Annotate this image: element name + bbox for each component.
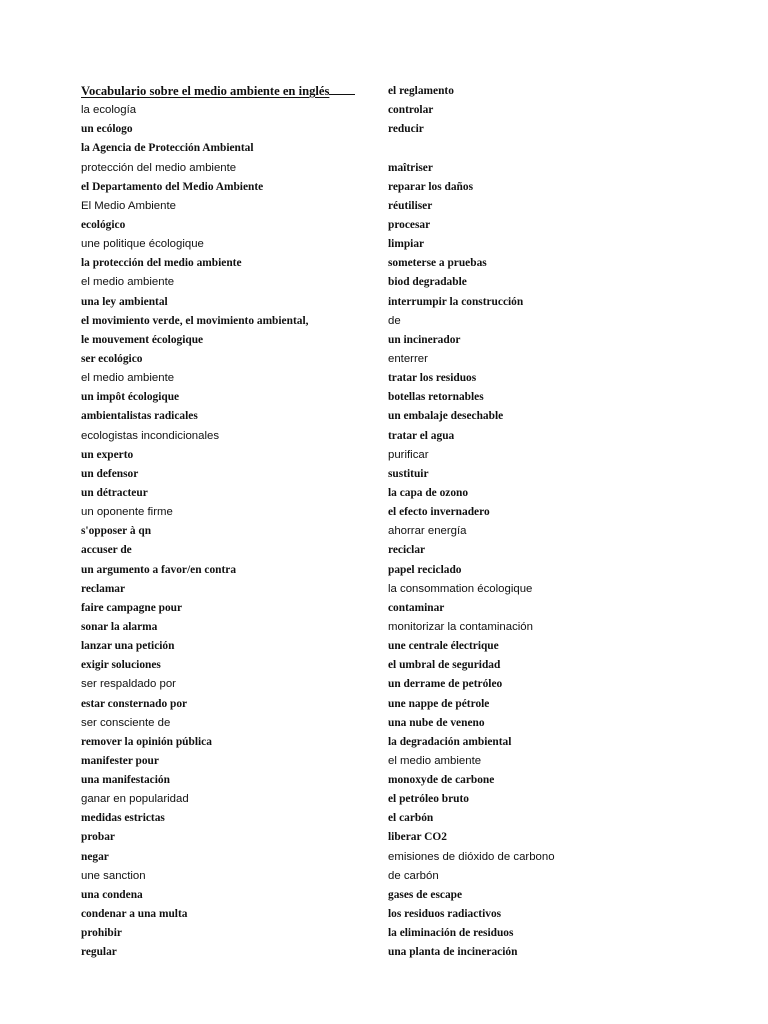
- vocab-entry: ser consciente de: [81, 716, 171, 729]
- vocab-entry: liberar CO2: [388, 831, 447, 844]
- vocab-entry: gases de escape: [388, 888, 463, 901]
- vocab-entry: sonar la alarma: [81, 620, 158, 633]
- vocab-entry: s'opposer à qn: [81, 525, 152, 538]
- vocab-entry: purificar: [388, 448, 429, 461]
- vocab-entry: une sanction: [81, 869, 146, 882]
- vocab-entry: el umbral de seguridad: [388, 659, 501, 672]
- vocab-entry: un experto: [81, 448, 134, 461]
- vocab-entry: la capa de ozono: [388, 486, 469, 499]
- vocab-entry: una condena: [81, 888, 143, 901]
- vocab-entry: un embalaje desechable: [388, 410, 504, 423]
- vocab-entry: un argumento a favor/en contra: [81, 563, 237, 576]
- vocab-entry: el medio ambiente: [81, 372, 175, 385]
- vocab-entry: reciclar: [388, 544, 426, 557]
- vocab-entry: los residuos radiactivos: [388, 908, 502, 921]
- vocab-entry: probar: [81, 831, 115, 844]
- vocab-entry: el movimiento verde, el movimiento ambiental,: [81, 314, 309, 327]
- vocab-entry: el petróleo bruto: [388, 793, 469, 806]
- vocab-entry: el medio ambiente: [81, 276, 175, 289]
- vocab-entry: faire campagne pour: [81, 601, 183, 614]
- page-title-text: Vocabulario sobre el medio ambiente en inglés: [81, 84, 330, 98]
- vocab-entry: manifester pour: [81, 754, 159, 767]
- title-underline-extension: [329, 82, 355, 95]
- vocab-entry: negar: [81, 850, 109, 863]
- vocab-entry: un derrame de petróleo: [388, 678, 503, 691]
- vocab-entry: interrumpir la construcción: [388, 295, 524, 308]
- vocab-entry: una nube de veneno: [388, 716, 485, 729]
- vocab-entry: remover la opinión pública: [81, 735, 212, 748]
- vocab-entry: El Medio Ambiente: [81, 199, 176, 212]
- vocab-entry: accuser de: [81, 544, 132, 557]
- vocab-entry: regular: [81, 946, 117, 959]
- vocab-entry: el medio ambiente: [388, 754, 482, 767]
- vocab-entry: una planta de incineración: [388, 946, 518, 959]
- vocab-entry: de carbón: [388, 869, 439, 882]
- vocab-entry: ser respaldado por: [81, 678, 176, 691]
- vocab-entry: reclamar: [81, 582, 126, 595]
- vocab-entry: someterse a pruebas: [388, 257, 487, 270]
- vocab-entry: la eliminación de residuos: [388, 927, 514, 940]
- vocab-entry: condenar a una multa: [81, 908, 188, 921]
- vocab-entry: botellas retornables: [388, 391, 484, 404]
- vocab-entry: protección del medio ambiente: [81, 161, 237, 174]
- vocab-entry: un ecólogo: [81, 123, 133, 136]
- vocab-entry: la protección del medio ambiente: [81, 257, 242, 270]
- vocab-entry: de: [388, 314, 401, 327]
- vocab-entry: tratar los residuos: [388, 372, 477, 385]
- vocab-entry: enterrer: [388, 352, 428, 365]
- vocab-entry: une politique écologique: [81, 238, 204, 251]
- vocab-entry: lanzar una petición: [81, 640, 175, 653]
- vocab-entry: un oponente firme: [81, 506, 173, 519]
- vocab-entry: une centrale électrique: [388, 640, 499, 653]
- vocab-entry: el carbón: [388, 812, 434, 825]
- vocab-entry: biod degradable: [388, 276, 467, 289]
- vocab-entry: monoxyde de carbone: [388, 774, 495, 787]
- right-column: [388, 82, 758, 962]
- vocab-entry: reducir: [388, 123, 424, 136]
- vocab-entry: un incinerador: [388, 333, 461, 346]
- vocab-entry: un détracteur: [81, 486, 148, 499]
- vocab-entry: una ley ambiental: [81, 295, 168, 308]
- vocab-entry: limpiar: [388, 238, 425, 251]
- right-vocabulary-list: [388, 82, 758, 962]
- vocab-entry: la Agencia de Protección Ambiental: [81, 142, 254, 155]
- vocab-entry: un impôt écologique: [81, 391, 180, 404]
- vocab-entry: ganar en popularidad: [81, 793, 189, 806]
- vocab-entry: ahorrar energía: [388, 525, 467, 538]
- vocab-entry: la consommation écologique: [388, 582, 533, 595]
- vocab-entry: un defensor: [81, 467, 139, 480]
- vocab-entry: [388, 139, 758, 158]
- vocab-entry: medidas estrictas: [81, 812, 165, 825]
- vocab-entry: controlar: [388, 104, 434, 117]
- left-vocabulary-list: [81, 101, 381, 962]
- vocab-entry: ecologistas incondicionales: [81, 429, 220, 442]
- vocab-entry: la degradación ambiental: [388, 735, 512, 748]
- vocab-entry: contaminar: [388, 601, 445, 614]
- left-column: [81, 82, 381, 962]
- vocab-entry: el Departamento del Medio Ambiente: [81, 180, 264, 193]
- page-title: [81, 82, 381, 101]
- vocab-entry: reparar los daños: [388, 180, 474, 193]
- vocab-entry: la ecología: [81, 104, 137, 117]
- vocab-entry: papel reciclado: [388, 563, 462, 576]
- vocab-entry: monitorizar la contaminación: [388, 620, 533, 633]
- vocab-entry: prohibir: [81, 927, 122, 940]
- vocab-entry: ambientalistas radicales: [81, 410, 198, 423]
- vocab-entry: une nappe de pétrole: [388, 697, 490, 710]
- vocab-entry: emisiones de dióxido de carbono: [388, 850, 555, 863]
- vocab-entry: estar consternado por: [81, 697, 188, 710]
- vocab-entry: réutiliser: [388, 199, 433, 212]
- vocab-entry: maîtriser: [388, 161, 433, 174]
- vocab-entry: el reglamento: [388, 85, 454, 97]
- vocab-entry: procesar: [388, 218, 431, 231]
- vocab-entry: el efecto invernadero: [388, 506, 490, 519]
- vocab-entry: exigir soluciones: [81, 659, 161, 672]
- vocab-entry: sustituir: [388, 467, 429, 480]
- vocab-entry: tratar el agua: [388, 429, 455, 442]
- vocab-entry: le mouvement écologique: [81, 333, 204, 346]
- vocab-entry: ecológico: [81, 218, 126, 231]
- vocab-entry: una manifestación: [81, 774, 170, 787]
- vocab-entry: ser ecológico: [81, 352, 143, 365]
